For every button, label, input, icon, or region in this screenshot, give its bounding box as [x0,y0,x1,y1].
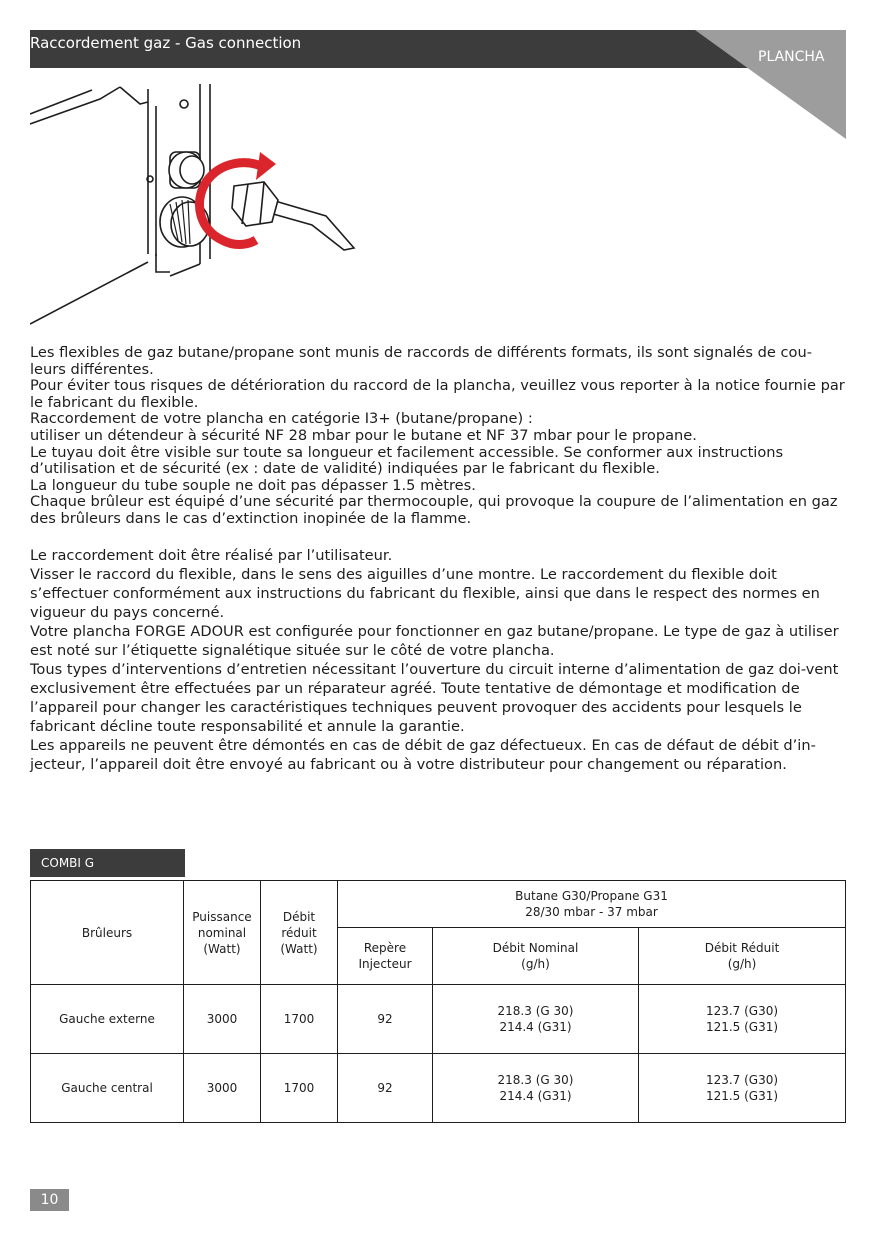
paragraph: Votre plancha FORGE ADOUR est configurée pour fonctionner en gaz butane/propane. Le type de gaz à utiliser est noté sur l’étiquette signalétique située sur le côté de votre plancha. [30,622,839,659]
section-label: COMBI G [30,849,185,877]
cell-nominal-flow: 218.3 (G 30) 214.4 (G31) [433,1054,639,1123]
paragraph: La longueur du tube souple ne doit pas dépasser 1.5 mètres. [30,476,476,494]
burner-spec-table [30,880,846,1123]
header-reduced-flow: Débit Réduit (g/h) [639,928,846,985]
paragraph: Raccordement de votre plancha en catégorie I3+ (butane/propane) : [30,410,533,428]
corner-triangle [695,30,846,139]
paragraph: Pour éviter tous risques de détérioration du raccord de la plancha, veuillez vous reporter à la notice fournie par le fabricant du flexible. [30,377,845,411]
corner-label: PLANCHA [758,49,825,65]
table-row [31,1054,846,1123]
paragraph: Visser le raccord du flexible, dans le sens des aiguilles d’une montre. Le raccordement du flexible doit s’effectuer conformément aux instructions du fabricant du flexible, ainsi que dans le respect des normes en vigueur du pays concerné. [30,565,820,621]
cell-injector: 92 [338,985,433,1054]
paragraph: utiliser un détendeur à sécurité NF 28 mbar pour le butane et NF 37 mbar pour le propane. [30,426,697,444]
cell-burner: Gauche central [31,1054,184,1123]
header-injector: Repère Injecteur [338,928,433,985]
paragraph: Les flexibles de gaz butane/propane sont munis de raccords de différents formats, ils sont signalés de cou-leurs différentes. [30,344,813,378]
paragraph: Chaque brûleur est équipé d’une sécurité par thermocouple, qui provoque la coupure de l’alimentation en gaz des brûleurs dans le cas d’extinction inopinée de la flamme. [30,493,838,527]
cell-reduced: 1700 [261,1054,338,1123]
cell-reduced-flow: 123.7 (G30) 121.5 (G31) [639,1054,846,1123]
spacer [30,528,845,546]
page-number: 10 [30,1189,69,1211]
table-row [31,985,846,1054]
table-header-row [31,881,846,928]
header-power: Puissance nominal (Watt) [184,881,261,985]
header-reduced-power: Débit réduit (Watt) [261,881,338,985]
header-gas-type: Butane G30/Propane G31 28/30 mbar - 37 mbar [338,881,846,928]
cell-power: 3000 [184,1054,261,1123]
header-burners: Brûleurs [31,881,184,985]
header-nominal-flow: Débit Nominal (g/h) [433,928,639,985]
paragraph: Les appareils ne peuvent être démontés en cas de débit de gaz défectueux. En cas de défaut de débit d’in-jecteur, l’appareil doit être envoyé au fabricant ou à votre distributeur pour changement ou réparation. [30,736,816,773]
gas-connection-illustration [30,84,360,329]
paragraph: Le tuyau doit être visible sur toute sa longueur et facilement accessible. Se conformer aux instructions d’utilisation et de sécurité (ex : date de validité) indiquées par le fabricant du flexible. [30,443,784,478]
cell-reduced-flow: 123.7 (G30) 121.5 (G31) [639,985,846,1054]
cell-reduced: 1700 [261,985,338,1054]
paragraph: Le raccordement doit être réalisé par l’utilisateur. [30,546,393,564]
page-title: Raccordement gaz - Gas connection [30,34,302,52]
cell-power: 3000 [184,985,261,1054]
instructions-text [30,345,845,774]
cell-burner: Gauche externe [31,985,184,1054]
paragraph: Tous types d’interventions d’entretien nécessitant l’ouverture du circuit interne d’alimentation de gaz doi-vent exclusivement être effectuées par un réparateur agréé. Toute tentative de démontage et modification de l’appareil pour changer les caractéristiques techniques peuvent provoquer des accidents pour lesquels le fabricant décline toute responsabilité et annule la garantie. [30,660,839,735]
cell-nominal-flow: 218.3 (G 30) 214.4 (G31) [433,985,639,1054]
cell-injector: 92 [338,1054,433,1123]
